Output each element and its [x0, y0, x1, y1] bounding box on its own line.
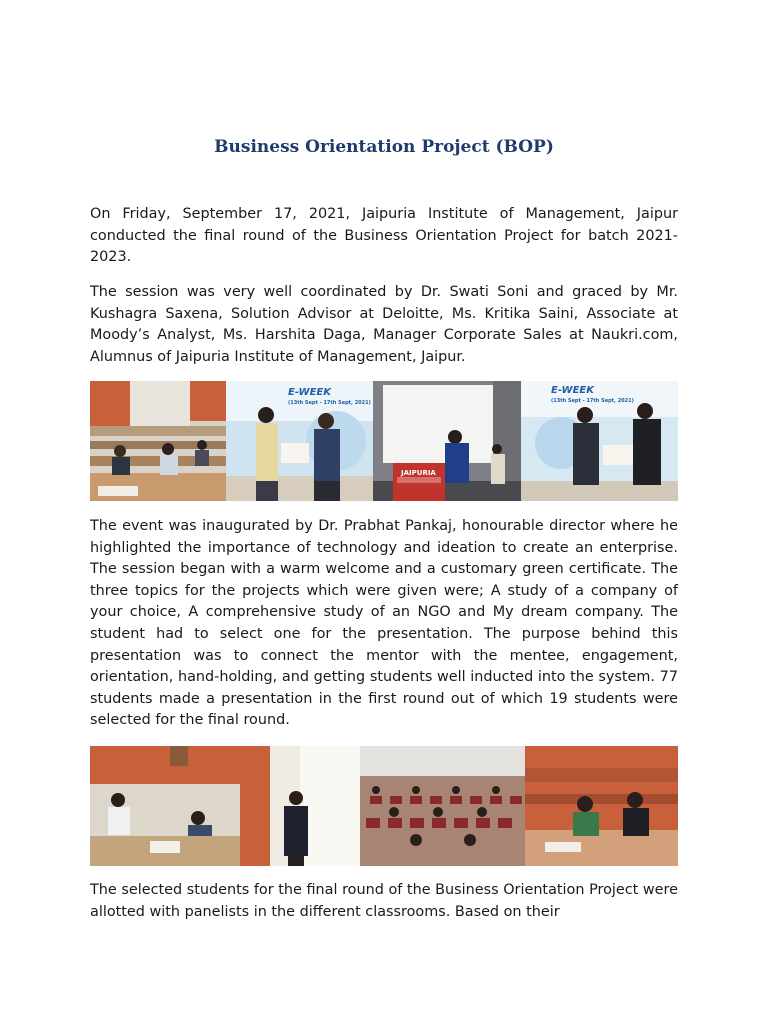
- photo-podium-speech: [373, 381, 521, 501]
- paragraph-inauguration: The event was inaugurated by Dr. Prabhat Pankaj, honourable director where he highlighted the importance of technology and ideation to create an enterprise. The session began with a warm welcome and a customary green certificate. The three topics for the projects which were given were; A study of a company of your choice, A comprehensive study of an NGO and My dream company. The student had to select one for the presentation. The purpose behind this presentation was to connect the mentor with the mentee, engagement, orientation, hand-holding, and getting students well inducted into the system. 77 students made a presentation in the first round out of which 19 students were selected for the final round.: [90, 518, 678, 729]
- photo-auditorium-audience: [360, 746, 525, 866]
- banner-dates-2: (13th Sept - 17th Sept, 2021): [551, 398, 634, 404]
- podium-jaipuria-label: JAIPURIA: [401, 469, 436, 477]
- paragraph-intro: On Friday, September 17, 2021, Jaipuria Institute of Management, Jaipur conducted the final round of the Business Orientation Project for batch 2021-2023.: [90, 206, 678, 266]
- photo-panel-students: [90, 746, 240, 866]
- banner-e-week: E-WEEK: [288, 387, 331, 398]
- photo-panelists: [525, 746, 678, 866]
- paragraph-final-round: The selected students for the final round of the Business Orientation Project were allotted with panelists in the different classrooms. Based on their: [90, 882, 678, 920]
- photo-strip-1: [90, 381, 678, 501]
- page-title: Business Orientation Project (BOP): [214, 137, 554, 157]
- photo-classroom-students: [90, 381, 226, 501]
- photo-presenter: [240, 746, 360, 866]
- paragraph-guests: The session was very well coordinated by Dr. Swati Soni and graced by Mr. Kushagra Saxena, Solution Advisor at Deloitte, Ms. Kritika Saini, Associate at Moody’s Analyst, Ms. Harshita Daga, Manager Corporate Sales at Naukri.com, Alumnus of Jaipuria Institute of Management, Jaipur.: [90, 284, 678, 365]
- photo-certificate-handover-1: [226, 381, 373, 501]
- banner-dates: (13th Sept - 17th Sept, 2021): [288, 400, 371, 406]
- banner-e-week-2: E-WEEK: [551, 385, 594, 396]
- photo-certificate-handover-2: [521, 381, 678, 501]
- photo-strip-2: [90, 746, 678, 866]
